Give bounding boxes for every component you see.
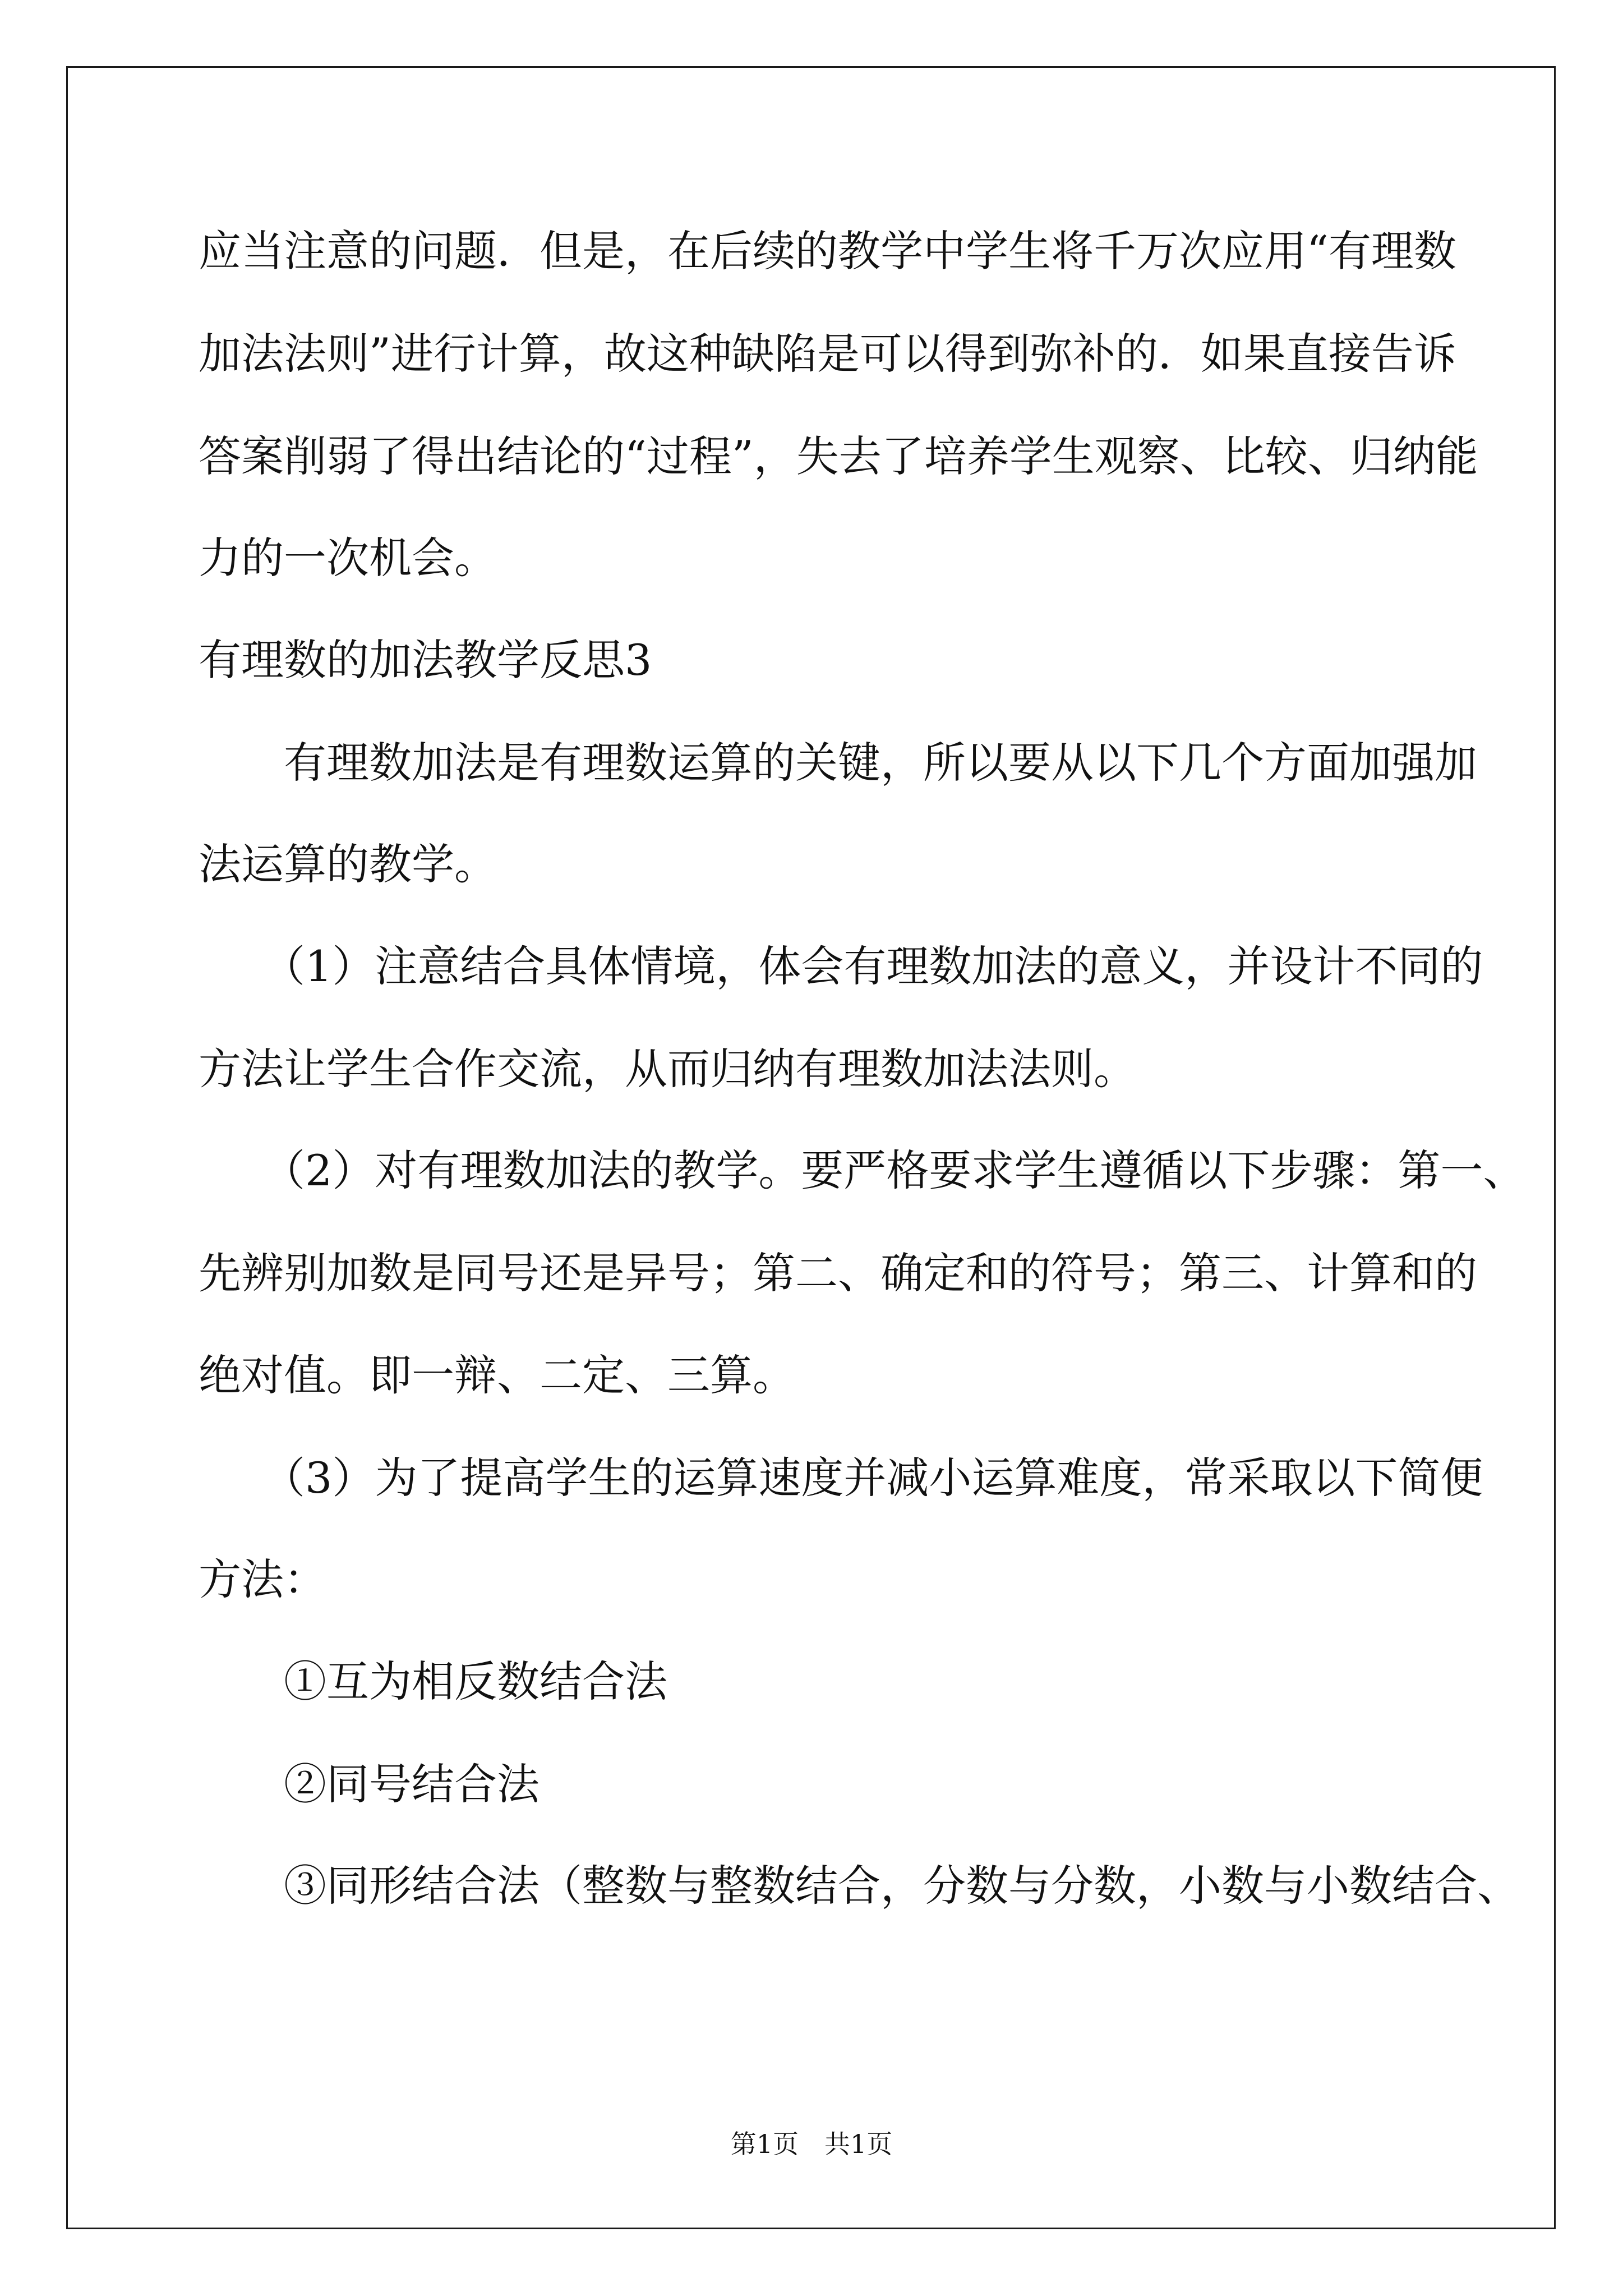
- paragraph-line: 方法让学生合作交流，从而归纳有理数加法法则。: [199, 1044, 1136, 1094]
- paragraph-line: 方法：: [199, 1554, 326, 1604]
- list-item: ①互为相反数结合法: [199, 1657, 667, 1706]
- paragraph-line: 力的一次机会。: [199, 533, 497, 583]
- paragraph-line: （2）对有理数加法的教学。要严格要求学生遵循以下步骤：第一、: [199, 1145, 1526, 1195]
- page-footer: 第1页 共1页: [730, 2129, 893, 2159]
- list-item: ②同号结合法: [199, 1759, 540, 1809]
- paragraph-line: 加法法则”进行计算，故这种缺陷是可以得到弥补的．如果直接告诉: [199, 329, 1456, 379]
- paragraph-line: 法运算的教学。: [199, 839, 497, 889]
- list-item: ③同形结合法（整数与整数结合，分数与分数，小数与小数结合、: [199, 1861, 1520, 1911]
- paragraph-line: 绝对值。即一辩、二定、三算。: [199, 1350, 795, 1400]
- paragraph-line: 答案削弱了得出结论的“过程”，失去了培养学生观察、比较、归纳能: [199, 431, 1478, 481]
- paragraph-line: 先辨别加数是同号还是异号；第二、确定和的符号；第三、计算和的: [199, 1248, 1477, 1298]
- paragraph-line: （3）为了提高学生的运算速度并减小运算难度，常采取以下简便: [199, 1453, 1483, 1503]
- paragraph-line: 有理数加法是有理数运算的关键，所以要从以下几个方面加强加: [199, 738, 1477, 788]
- section-heading: 有理数的加法教学反思3: [199, 635, 652, 685]
- paragraph-line: 应当注意的问题．但是，在后续的教学中学生将千万次应用“有理数: [199, 226, 1456, 276]
- paragraph-line: （1）注意结合具体情境，体会有理数加法的意义，并设计不同的: [199, 941, 1483, 991]
